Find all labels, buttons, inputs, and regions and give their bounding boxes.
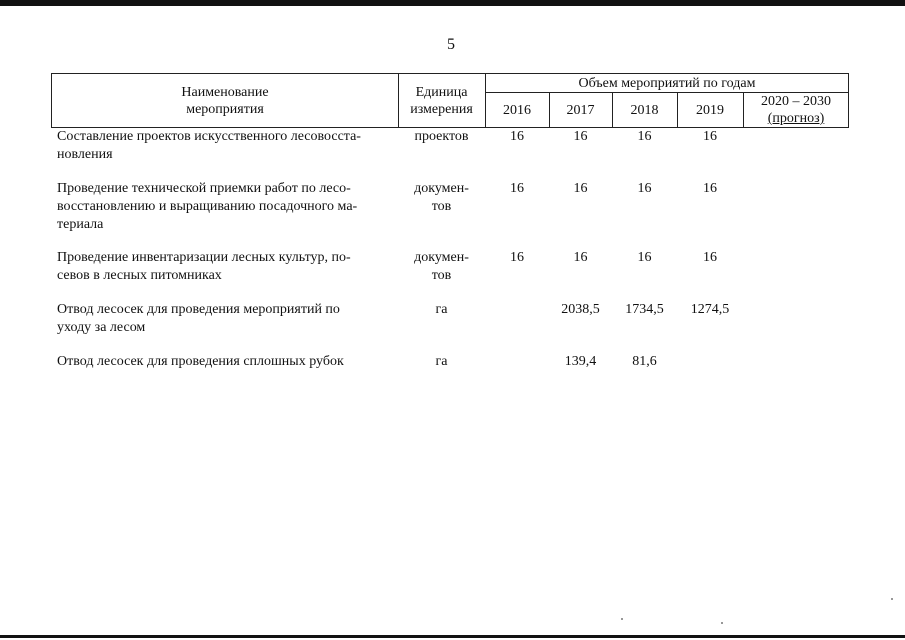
header-name [52,84,398,118]
row-value-2017: 2038,5 [561,302,600,317]
row-name [57,249,392,285]
header-unit-line: Единица [415,85,468,100]
row-unit-line: тов [431,199,452,214]
row-value-2018: 16 [637,250,652,265]
header-unit [398,84,485,118]
header-forecast-line: 2020 – 2030 [761,94,831,109]
row-value-2017: 16 [573,129,588,144]
row-value-2018: 16 [637,129,652,144]
row-name-line: Проведение технической приемки работ по лесо- [57,181,351,196]
header-year: 2017 [566,103,595,118]
row-name-line: Проведение инвентаризации лесных культур, по- [57,250,351,265]
row-name-line: Отвод лесосек для проведения мероприятий по [57,302,340,317]
header-year: 2016 [503,103,531,118]
row-unit-line: га [435,302,448,317]
row-name-line: териала [57,217,104,232]
row-name [57,353,392,371]
row-unit [398,180,485,216]
row-value-2016: 16 [510,250,524,265]
row-value-2017: 139,4 [564,354,597,369]
header-unit-line: измерения [410,102,473,117]
header-name-line: Наименование [181,85,269,100]
row-value-2016: 16 [510,181,524,196]
header-forecast [743,93,849,127]
row-unit-line: га [435,354,448,369]
scan-top-edge [0,0,905,6]
table-header [51,73,849,128]
row-name-line: восстановлению и выращиванию посадочного ма- [57,199,358,214]
row-name-line: уходу за лесом [57,320,146,335]
row-name-line: новления [57,147,113,162]
row-name [57,180,392,234]
row-name [57,128,392,164]
row-name [57,301,392,337]
row-unit-line: докумен- [414,250,469,265]
row-unit [398,128,485,146]
row-value-2018: 16 [637,181,652,196]
row-name-line: Составление проектов искусственного лесовосста- [57,129,361,144]
row-value-2016: 16 [510,129,524,144]
scan-speck [621,618,623,620]
header-forecast-line: (прогноз) [767,111,825,126]
row-unit [398,301,485,319]
row-value-2019: 16 [703,250,717,265]
scan-speck [891,598,893,600]
row-name-line: севов в лесных питомниках [57,268,222,283]
row-value-2017: 16 [573,181,588,196]
header-year: 2018 [630,103,659,118]
row-value-2019: 1274,5 [690,302,730,317]
header-volume-caption: Объем мероприятий по годам [578,76,756,91]
row-value-2018: 1734,5 [625,302,664,317]
scan-speck [721,622,723,624]
row-unit-line: проектов [414,129,469,144]
scan-bottom-edge [0,635,905,638]
row-unit-line: докумен- [414,181,469,196]
row-unit [398,249,485,285]
header-year: 2019 [696,103,724,118]
row-value-2017: 16 [573,250,588,265]
row-value-2019: 16 [703,129,717,144]
row-unit-line: тов [431,268,452,283]
row-value-2018: 81,6 [632,354,657,369]
header-name-line: мероприятия [186,102,264,117]
row-name-line: Отвод лесосек для проведения сплошных рубок [57,354,344,369]
page-number: 5 [447,36,455,53]
row-unit [398,353,485,371]
row-value-2019: 16 [703,181,717,196]
